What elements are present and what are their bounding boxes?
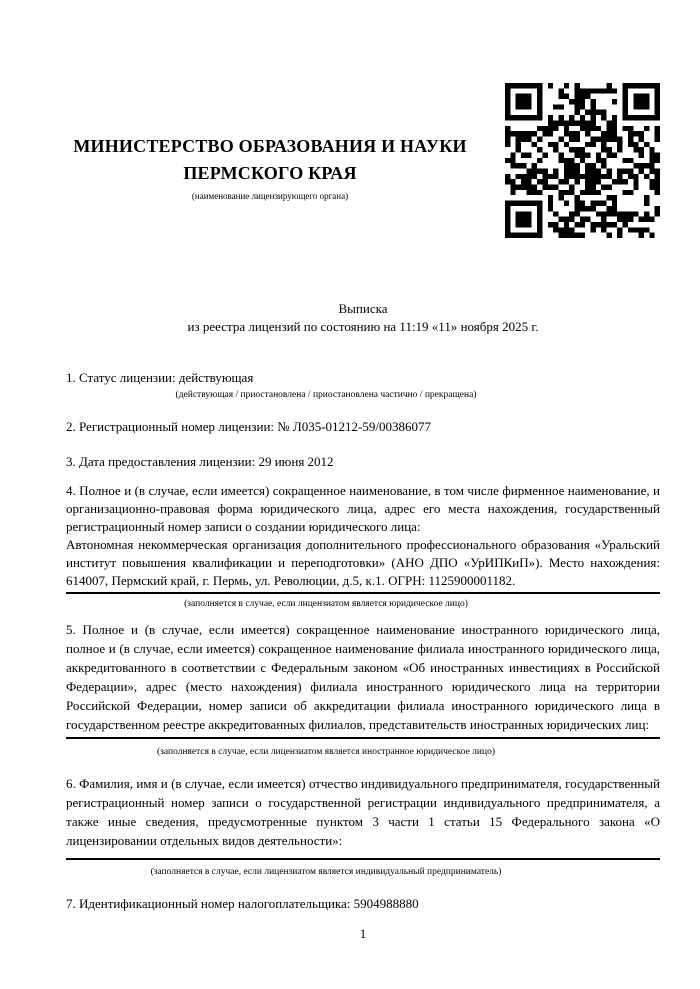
item-5-foreign-entity [66, 620, 660, 758]
fill-line-legal-entity [66, 592, 660, 594]
fill-line-foreign-entity [66, 737, 660, 739]
legal-entity-value: Автономная некоммерческая организация дополнительного профессионального образования «Уральский институт повышения квалификации и переподготовки» (АНО ДПО «УрИПКиП»). Место нахождения: 614007, Пермский край, г. Пермь, ул. Революции, д.5, к.1. ОГРН: 1125900001182. [66, 537, 660, 588]
license-date-text: 3. Дата предоставления лицензии: 29 июня 2012 [66, 454, 334, 469]
entrepreneur-label: 6. Фамилия, имя и (в случае, если имеется) отчество индивидуального предпринимателя, государственный регистрационный номер записи о государственной регистрации индивидуального предпринимателя, а также иные сведения, предусмотренные пунктом 3 части 1 статьи 15 Федерального закона «О лицензировании отдельных видов деятельности»: [66, 776, 660, 848]
item-1-license-status [66, 368, 660, 401]
item-3-license-date [66, 452, 660, 471]
qr-code [505, 83, 660, 238]
item-2-registration-number [66, 417, 660, 436]
document-title: Выписка [338, 301, 388, 316]
item-7-taxpayer-id [66, 894, 660, 913]
entrepreneur-caption: (заполняется в случае, если лицензиатом является индивидуальный предприниматель) [150, 867, 502, 877]
ministry-name-line2: ПЕРМСКОГО КРАЯ [183, 163, 357, 183]
ministry-name-line1: МИНИСТЕРСТВО ОБРАЗОВАНИЯ И НАУКИ [73, 136, 467, 156]
item-6-individual-entrepreneur [66, 774, 660, 878]
item-4-legal-entity [66, 482, 660, 610]
legal-entity-label: 4. Полное и (в случае, если имеется) сокращенное наименование, в том числе фирменное наименование, и организационно-правовая форма юридического лица, адрес его места нахождения, государственный регистрационный номер записи о создании юридического лица: [66, 483, 660, 534]
license-status-text: 1. Статус лицензии: действующая [66, 370, 254, 385]
document-subtitle: из реестра лицензий по состоянию на 11:19 «11» ноября 2025 г. [187, 319, 539, 334]
qr-code-image [505, 83, 660, 238]
licensing-authority-header [60, 133, 480, 202]
foreign-entity-caption: (заполняется в случае, если лицензиатом является иностранное юридическое лицо) [157, 747, 495, 757]
foreign-entity-label: 5. Полное и (в случае, если имеется) сокращенное наименование иностранного юридического лица, полное и (в случае, если имеется) сокращенное наименование филиала иностранного юридического лица, аккредитованного в соответствии с Федеральным законом «Об иностранных инвестициях в Российской Федерации», адрес (место нахождения) филиала иностранного юридического лица на территории Российской Федерации, номер записи об аккредитации филиала иностранного юридического лица в государственном реестре аккредитованных филиалов, представительств иностранных юридических лиц: [66, 622, 660, 732]
fill-line-entrepreneur [66, 858, 660, 860]
ministry-caption: (наименование лицензирующего органа) [191, 191, 349, 201]
legal-entity-caption: (заполняется в случае, если лицензиатом является юридическое лицо) [184, 599, 468, 609]
page-number: 1 [359, 926, 367, 941]
document-title-block [66, 300, 660, 336]
license-status-caption: (действующая / приостановлена / приостановлена частично / прекращена) [175, 390, 477, 400]
taxpayer-id-text: 7. Идентификационный номер налогоплательщика: 5904988880 [66, 896, 419, 911]
registration-number-text: 2. Регистрационный номер лицензии: № Л035-01212-59/00386077 [66, 419, 432, 434]
